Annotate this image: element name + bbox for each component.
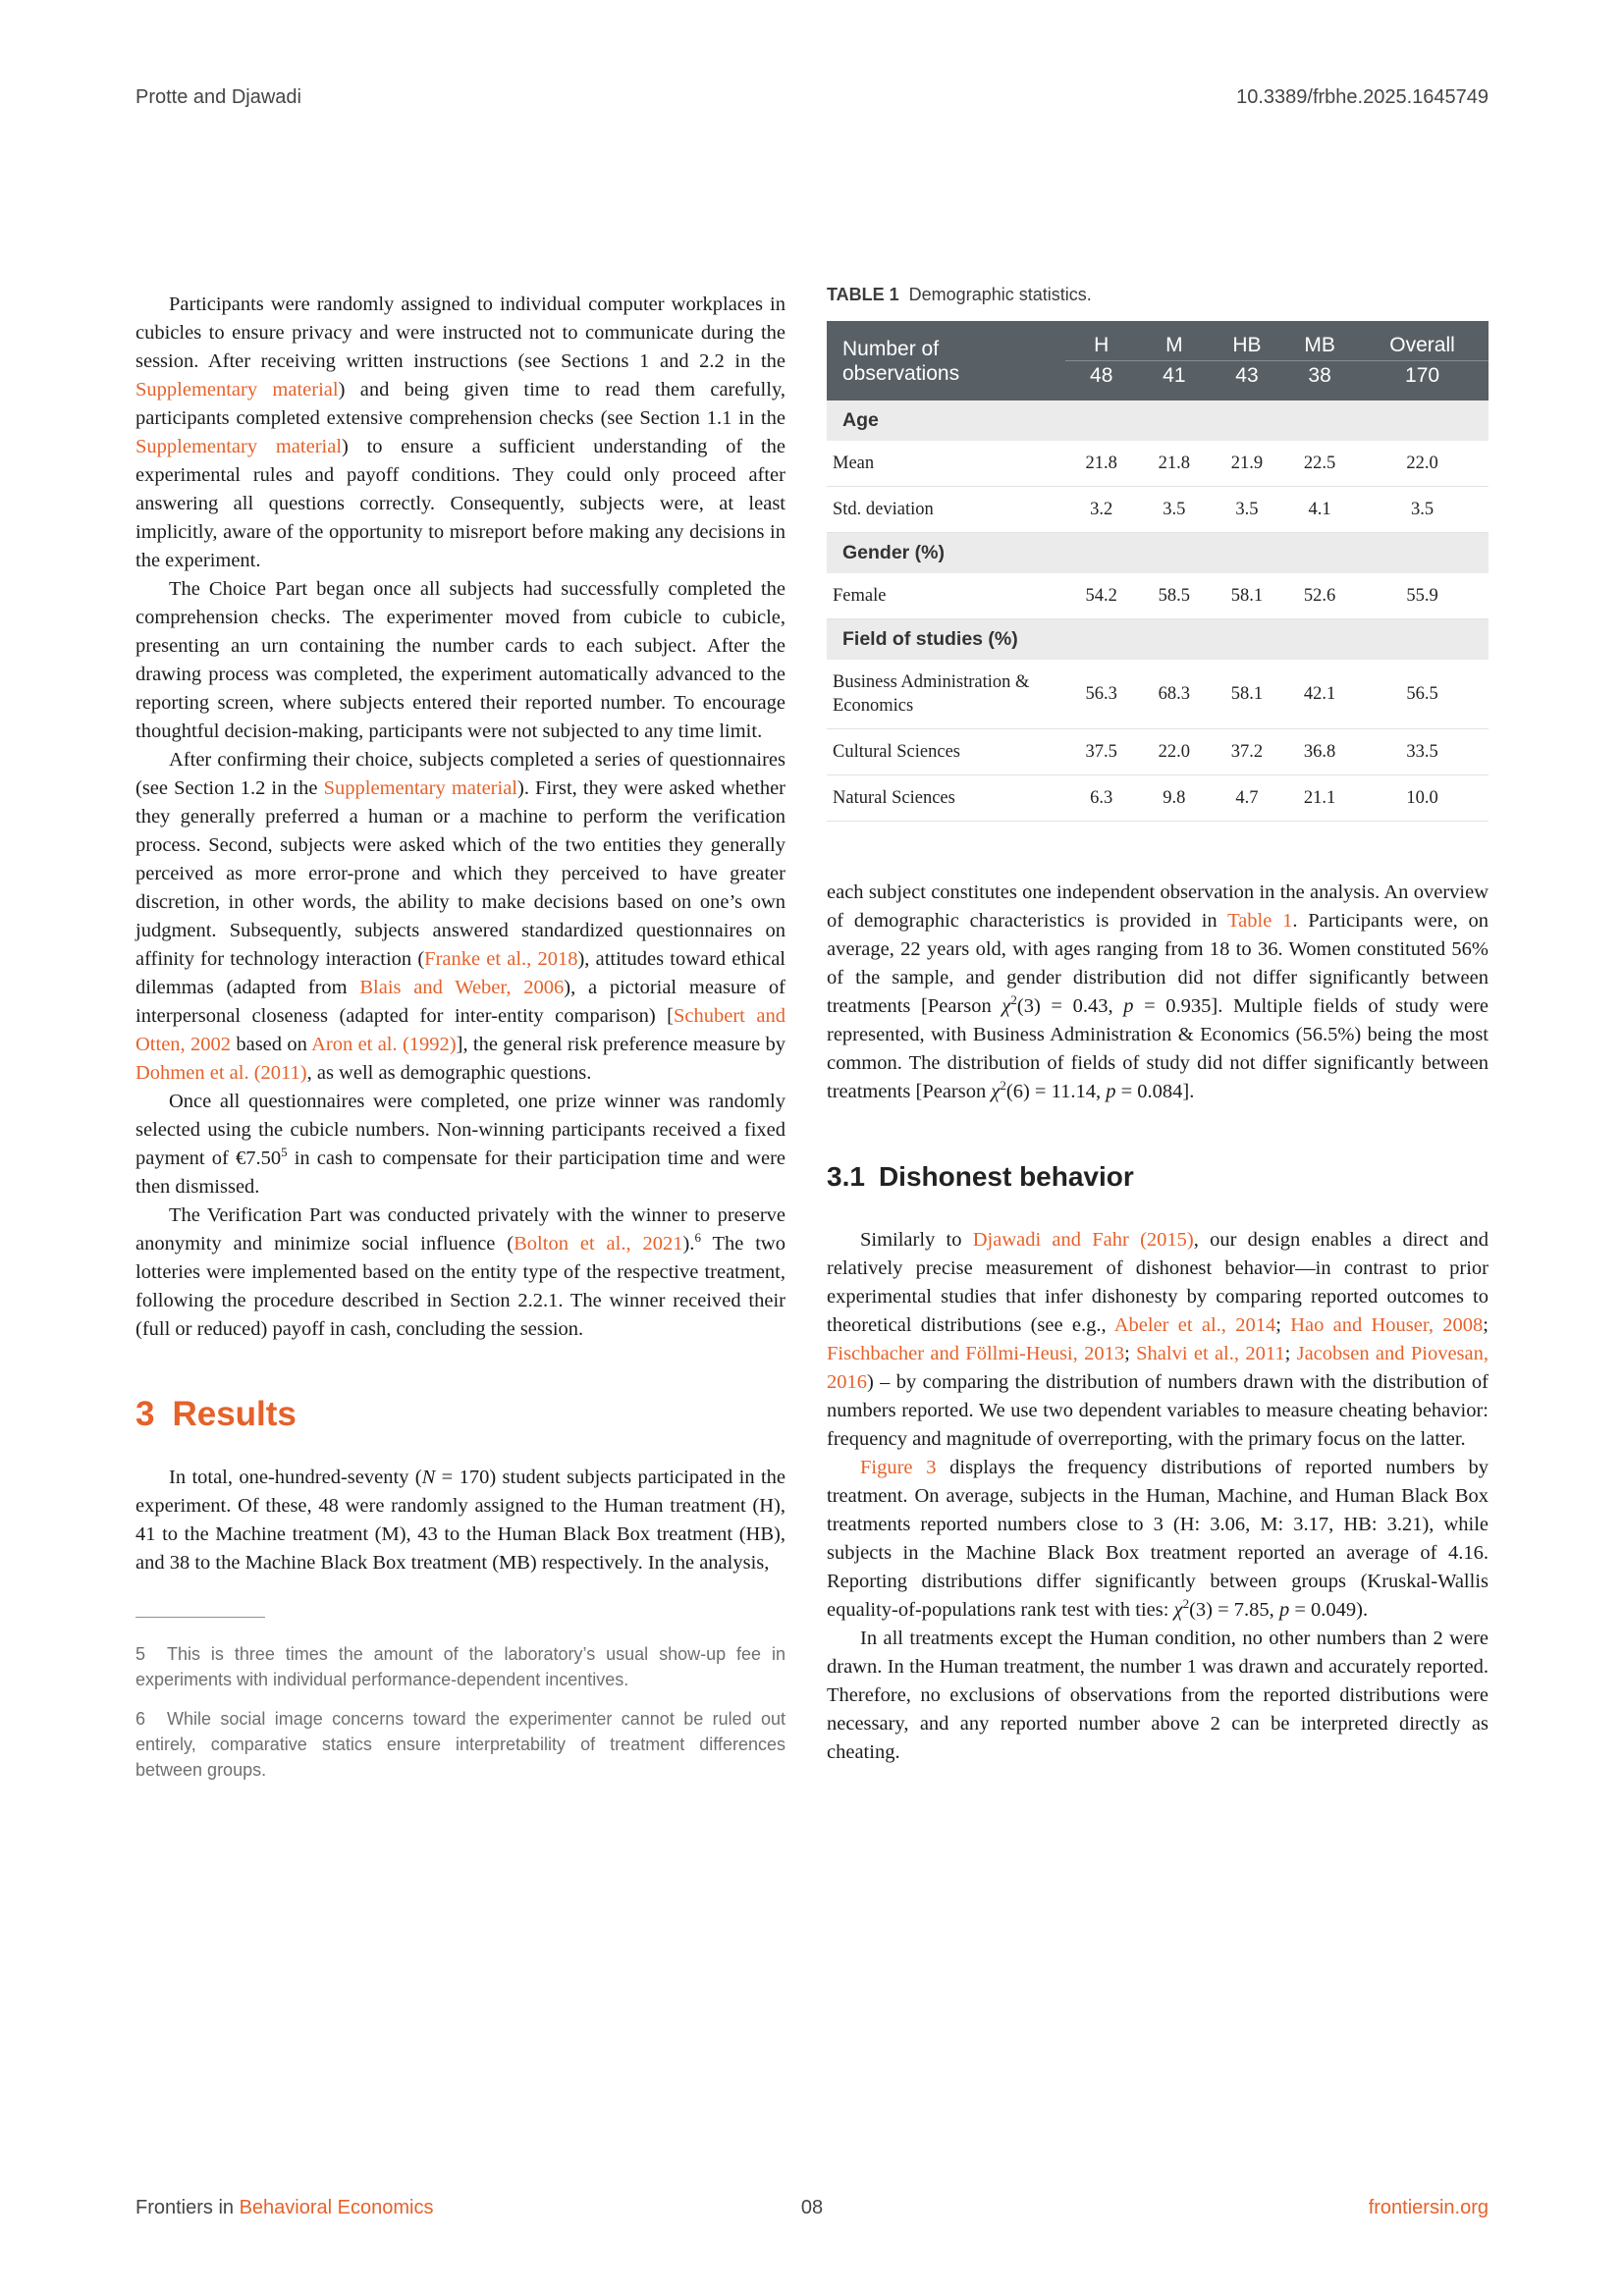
text-run: The Choice Part began once all subjects had successfully completed the comprehension checks. The experimenter moved from cubicle to cubicle, presenting an urn containing the number cards to each subject. After the drawing process was completed, the experiment automatically advanced to the reporting screen, where subjects entered their reported number. To encourage thoughtful decision-making, participants were not subjected to any time limit. <box>135 578 785 742</box>
left-column <box>135 291 785 1796</box>
citation-link[interactable]: Schubert and Otten, 2002 <box>135 1005 785 1055</box>
table-cell: 52.6 <box>1283 573 1356 619</box>
table-cell: 37.5 <box>1065 729 1138 775</box>
paragraph <box>135 1201 785 1344</box>
table-row <box>827 441 1489 487</box>
demographics-table <box>827 321 1489 822</box>
superscript: 2 <box>1000 1078 1006 1094</box>
paragraph <box>827 879 1489 1106</box>
table-row <box>827 660 1489 729</box>
text-run: , our design enables a direct and relatively precise measurement of dishonest behavior—in contrast to prior experimental studies that infer dishonesty by comparing reported outcomes to theoretical distributions (see e.g., <box>827 1229 1489 1336</box>
superscript: 2 <box>1182 1596 1190 1612</box>
text-run: Participants were randomly assigned to individual computer workplaces in cubicles to ensure privacy and were instructed not to communicate during the session. After receiving written instructions (see Sections 1 and 2.2 in the <box>135 294 785 372</box>
text-run: In all treatments except the Human condition, no other numbers than 2 were drawn. In the Human treatment, the number 1 was drawn and accurately reported. Therefore, no exclusions of observations from the reported distributions were necessary, and any reported number above 2 can be interpreted directly as cheating. <box>827 1628 1489 1763</box>
superscript: 5 <box>281 1145 288 1160</box>
text-run: ; <box>1483 1314 1489 1336</box>
table-section-label: Age <box>827 400 1489 441</box>
table-section-row <box>827 619 1489 661</box>
table-row <box>827 573 1489 619</box>
table-cell: 21.8 <box>1138 441 1211 487</box>
intro-paragraphs <box>135 291 785 1344</box>
citation-link[interactable]: Abeler et al., 2014 <box>1113 1314 1276 1336</box>
table-header-row-label: Number of observations <box>827 321 1065 400</box>
running-head-authors: Protte and Djawadi <box>135 86 301 108</box>
text-run: In total, one-hundred-seventy ( <box>169 1467 422 1488</box>
text-run: each subject constitutes one independent observation in the analysis. An overview of demographic characteristics is provided in <box>827 881 1489 932</box>
table-column-header: H <box>1065 321 1138 361</box>
citation-link[interactable]: Blais and Weber, 2006 <box>359 977 565 998</box>
text-run: ), attitudes toward ethical dilemmas (adapted from <box>135 948 785 998</box>
italic-text: p <box>1106 1081 1116 1102</box>
footnote-text: While social image concerns toward the experimenter cannot be ruled out entirely, comparative statics ensure interpretability of treatment differences between groups. <box>135 1709 785 1780</box>
table-caption <box>827 285 1489 305</box>
citation-link[interactable]: Hao and Houser, 2008 <box>1290 1314 1484 1336</box>
citation-link[interactable]: Supplementary material <box>323 777 517 799</box>
citation-link[interactable]: Table 1 <box>1227 910 1293 932</box>
dishonest-paragraphs <box>827 1226 1489 1767</box>
table-cell: 58.1 <box>1211 660 1283 729</box>
italic-text: χ <box>1001 995 1011 1017</box>
table-column-count: 48 <box>1065 361 1138 401</box>
footnote <box>135 1706 785 1783</box>
table-cell: 56.3 <box>1065 660 1138 729</box>
table-cell: 55.9 <box>1356 573 1489 619</box>
text-run: The two lotteries were implemented based on the entity type of the respective treatment, following the procedure described in Section 2.2.1. The winner received their (full or reduced) payoff in cash, concluding the session. <box>135 1233 785 1340</box>
citation-link[interactable]: Dohmen et al. (2011) <box>135 1062 307 1084</box>
table-caption-text: Demographic statistics. <box>908 285 1092 304</box>
journal-name <box>135 2197 433 2219</box>
paragraph <box>135 575 785 746</box>
table-cell: 54.2 <box>1065 573 1138 619</box>
table-cell: 68.3 <box>1138 660 1211 729</box>
italic-text: p <box>1123 995 1134 1017</box>
footnotes <box>135 1617 785 1783</box>
superscript: 2 <box>1010 992 1017 1008</box>
text-run: = 0.935]. Multiple fields of study were represented, with Business Administration & Economics (56.5%) being the most common. The distribution of fields of study did not differ significantly between treatments [Pearson <box>827 995 1489 1102</box>
table-row-label: Cultural Sciences <box>827 729 1065 775</box>
citation-link[interactable]: Fischbacher and Föllmi-Heusi, 2013 <box>827 1343 1125 1364</box>
text-run: = 0.084]. <box>1115 1081 1195 1102</box>
paragraph <box>135 746 785 1088</box>
italic-text: N <box>421 1467 436 1488</box>
table-row <box>827 487 1489 533</box>
paragraph <box>827 1625 1489 1767</box>
footnote-divider <box>135 1617 265 1618</box>
section-heading-results <box>135 1395 785 1434</box>
footnote-number: 5 <box>135 1644 146 1664</box>
page-number: 08 <box>800 2197 824 2218</box>
results-paragraphs <box>135 1464 785 1577</box>
citation-link[interactable]: Franke et al., 2018 <box>424 948 578 970</box>
citation-link[interactable]: Figure 3 <box>860 1457 937 1478</box>
table-column-count: 41 <box>1138 361 1211 401</box>
subsection-heading-dishonest-behavior <box>827 1161 1489 1193</box>
text-run: (6) = 11.14, <box>1005 1081 1107 1102</box>
paragraph <box>827 1454 1489 1625</box>
text-run: The Verification Part was conducted privately with the winner to preserve anonymity and minimize social influence ( <box>135 1204 785 1255</box>
table-cell: 21.8 <box>1065 441 1138 487</box>
journal-name-prefix: Frontiers in <box>135 2197 240 2218</box>
table-row-label: Mean <box>827 441 1065 487</box>
citation-link[interactable]: Bolton et al., 2021 <box>514 1233 683 1255</box>
italic-text: χ <box>991 1081 1001 1102</box>
demographics-paragraphs <box>827 879 1489 1106</box>
paragraph <box>135 1088 785 1201</box>
table-cell: 37.2 <box>1211 729 1283 775</box>
table-row-label: Business Administration & Economics <box>827 660 1065 729</box>
citation-link[interactable]: Shalvi et al., 2011 <box>1136 1343 1285 1364</box>
footnote-text: This is three times the amount of the laboratory’s usual show-up fee in experiments with individual performance-dependent incentives. <box>135 1644 785 1689</box>
table-section-label: Field of studies (%) <box>827 619 1489 661</box>
citation-link[interactable]: Supplementary material <box>135 436 343 457</box>
table-cell: 42.1 <box>1283 660 1356 729</box>
text-run: (3) = 0.43, <box>1016 995 1124 1017</box>
text-run: ; <box>1124 1343 1137 1364</box>
right-column <box>827 285 1489 1767</box>
text-run: ) – by comparing the distribution of numbers drawn with the distribution of numbers reported. We use two dependent variables to measure cheating behavior: frequency and magnitude of overreporting, with the primary focus on the latter. <box>827 1371 1489 1450</box>
text-run: ) to ensure a sufficient understanding of the experimental rules and payoff conditions. They could only proceed after answering all questions correctly. Consequently, subjects were, at least implicitly, aware of the opportunity to misreport before making any decisions in the experiment. <box>135 436 785 571</box>
table-column-header: Overall <box>1356 321 1489 361</box>
table-cell: 22.0 <box>1138 729 1211 775</box>
text-run: (3) = 7.85, <box>1189 1599 1279 1621</box>
text-run: . Participants were, on average, 22 years old, with ages ranging from 18 to 36. Women constituted 56% of the sample, and gender distribution did not differ significantly between treatments [Pearson <box>827 910 1489 1017</box>
table-cell: 58.5 <box>1138 573 1211 619</box>
table-cell: 3.5 <box>1356 487 1489 533</box>
table-section-row <box>827 533 1489 574</box>
italic-text: p <box>1278 1599 1290 1621</box>
citation-link[interactable]: Aron et al. (1992) <box>311 1034 457 1055</box>
text-run: ). <box>682 1233 695 1255</box>
text-run: ; <box>1284 1343 1297 1364</box>
table-cell: 22.5 <box>1283 441 1356 487</box>
paragraph <box>135 291 785 575</box>
text-run: ], the general risk preference measure by <box>456 1034 786 1055</box>
subsection-title: Dishonest behavior <box>878 1161 1134 1192</box>
section-number: 3 <box>135 1395 155 1433</box>
table-cell: 21.9 <box>1211 441 1283 487</box>
table-cell: 36.8 <box>1283 729 1356 775</box>
table-row-label: Natural Sciences <box>827 775 1065 822</box>
text-run: Once all questionnaires were completed, one prize winner was randomly selected using the cubicle numbers. Non-winning participants received a fixed payment of €7.50 <box>135 1091 785 1169</box>
citation-link[interactable]: Supplementary material <box>135 379 339 400</box>
text-run: , as well as demographic questions. <box>306 1062 592 1084</box>
italic-text: χ <box>1173 1599 1183 1621</box>
table-column-count: 43 <box>1211 361 1283 401</box>
table-cell: 33.5 <box>1356 729 1489 775</box>
doi: 10.3389/frbhe.2025.1645749 <box>1236 86 1489 108</box>
table-cell: 22.0 <box>1356 441 1489 487</box>
table-cell: 3.5 <box>1138 487 1211 533</box>
text-run: based on <box>231 1034 312 1055</box>
table-caption-label: TABLE 1 <box>827 285 899 304</box>
footnote-number: 6 <box>135 1709 146 1729</box>
table-column-count: 38 <box>1283 361 1356 401</box>
text-run: ). First, they were asked whether they generally preferred a human or a machine to perform the verification process. Second, subjects were asked which of the two entities they generally perceived as more error-prone and which they perceived to have greater discretion, in other words, the ability to make decisions based on one’s own judgment. Subsequently, subjects answered standardized questionnaires on affinity for technology interaction ( <box>135 777 786 970</box>
table-column-header: HB <box>1211 321 1283 361</box>
subsection-number: 3.1 <box>827 1161 865 1192</box>
section-title: Results <box>172 1395 297 1433</box>
table-row <box>827 775 1489 822</box>
text-run: ), a pictorial measure of interpersonal closeness (adapted for inter-entity comparison) [ <box>135 977 785 1027</box>
text-run: in cash to compensate for their participation time and were then dismissed. <box>135 1148 785 1198</box>
superscript: 6 <box>694 1230 701 1246</box>
text-run: displays the frequency distributions of reported numbers by treatment. On average, subjects in the Human, Machine, and Human Black Box treatments reported numbers close to 3 (H: 3.06, M: 3.17, HB: 3.21), while subjects in the Machine Black Box treatment reported an average of 4.16. Reporting distributions differ significantly between groups (Kruskal-Wallis equality-of-populations rank test with ties: <box>827 1457 1489 1621</box>
table-row-label: Std. deviation <box>827 487 1065 533</box>
table-section-row <box>827 400 1489 441</box>
footnote <box>135 1641 785 1692</box>
table-section-label: Gender (%) <box>827 533 1489 574</box>
text-run: = 0.049). <box>1289 1599 1369 1621</box>
table-column-count: 170 <box>1356 361 1489 401</box>
table-column-header: M <box>1138 321 1211 361</box>
citation-link[interactable]: Djawadi and Fahr (2015) <box>972 1229 1194 1251</box>
table-row <box>827 729 1489 775</box>
table-row-label: Female <box>827 573 1065 619</box>
frontiersin-link[interactable]: frontiersin.org <box>1368 2197 1489 2218</box>
paragraph <box>135 1464 785 1577</box>
table-cell: 4.7 <box>1211 775 1283 822</box>
table-cell: 6.3 <box>1065 775 1138 822</box>
table-cell: 56.5 <box>1356 660 1489 729</box>
table-cell: 3.5 <box>1211 487 1283 533</box>
text-run: After confirming their choice, subjects completed a series of questionnaires (see Section 1.2 in the <box>135 749 785 799</box>
text-run: = 170) student subjects participated in the experiment. Of these, 48 were randomly assigned to the Human treatment (H), 41 to the Machine treatment (M), 43 to the Human Black Box treatment (HB), and 38 to the Machine Black Box treatment (MB) respectively. In the analysis, <box>135 1467 785 1574</box>
paragraph <box>827 1226 1489 1454</box>
table-cell: 4.1 <box>1283 487 1356 533</box>
table-cell: 58.1 <box>1211 573 1283 619</box>
table-cell: 3.2 <box>1065 487 1138 533</box>
table-column-header: MB <box>1283 321 1356 361</box>
table-cell: 21.1 <box>1283 775 1356 822</box>
table-cell: 9.8 <box>1138 775 1211 822</box>
text-run: ; <box>1275 1314 1291 1336</box>
citation-link[interactable]: Jacobsen and Piovesan, 2016 <box>827 1343 1489 1393</box>
page-header <box>135 86 1489 109</box>
journal-name-link[interactable]: Behavioral Economics <box>239 2197 434 2218</box>
table-cell: 10.0 <box>1356 775 1489 822</box>
text-run: ) and being given time to read them carefully, participants completed extensive comprehension checks (see Section 1.1 in the <box>135 379 785 429</box>
text-run: Similarly to <box>860 1229 973 1251</box>
